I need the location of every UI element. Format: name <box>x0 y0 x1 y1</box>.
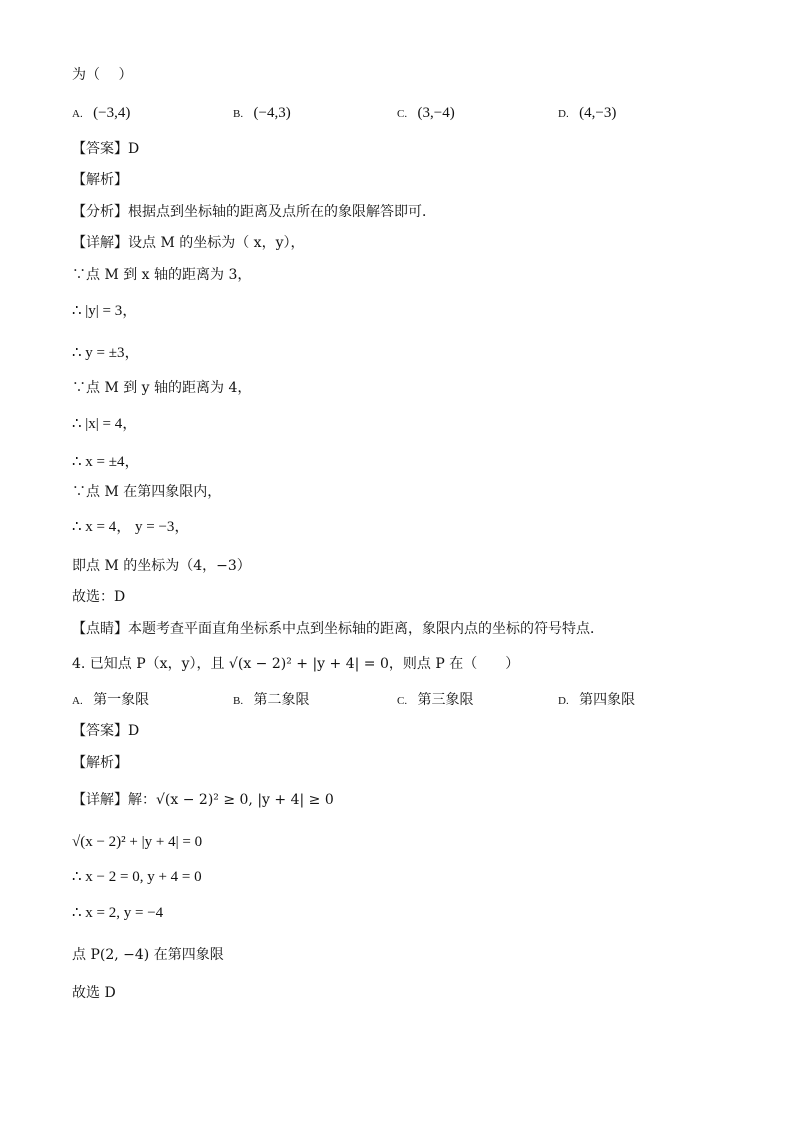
q3-solution-line-3: ∴ |y| = 3， <box>72 303 138 319</box>
q4-option-b[interactable] <box>233 690 310 711</box>
q3-solution-line-6: ∴ |x| = 4， <box>72 416 138 432</box>
option-text: 第一象限 <box>93 692 150 708</box>
option-label: A. <box>72 695 83 707</box>
q3-solution-line-4: ∴ y = ±3， <box>72 345 140 361</box>
q3-solution-line-7: ∴ x = ±4， <box>72 454 140 470</box>
q3-option-b[interactable] <box>233 103 291 124</box>
q4-option-c[interactable] <box>397 690 474 711</box>
q3-solution-line-9: ∴ x = 4， y = −3， <box>72 519 190 535</box>
option-label: A. <box>72 108 83 120</box>
option-text: 第三象限 <box>417 692 474 708</box>
option-label: C. <box>397 695 408 707</box>
option-text: 第二象限 <box>253 692 310 708</box>
q3-option-d[interactable] <box>558 103 616 124</box>
option-label: D. <box>558 695 569 707</box>
q4-answer: 【答案】D <box>72 723 140 739</box>
q3-answer: 【答案】D <box>72 141 140 157</box>
q4-solution-line-5: 点 P(2, −4) 在第四象限 <box>72 947 224 963</box>
q4-option-d[interactable] <box>558 690 635 711</box>
q4-solution-line-2: √(x − 2)² + |y + 4| = 0 <box>72 834 203 850</box>
q4-solution-line-4: ∴ x = 2, y = −4 <box>72 905 164 921</box>
q4-solution-line-3: ∴ x − 2 = 0, y + 4 = 0 <box>72 869 202 885</box>
q4-solution-line-1: 【详解】解：√(x − 2)² ≥ 0, |y + 4| ≥ 0 <box>72 792 334 808</box>
q3-option-a[interactable] <box>72 103 130 124</box>
option-text: (−3,4) <box>93 105 131 121</box>
option-label: C. <box>397 108 408 120</box>
q4-analysis-heading: 【解析】 <box>72 755 128 771</box>
q4-solution-line-6: 故选 D <box>72 985 116 1001</box>
q3-analysis-heading: 【解析】 <box>72 172 128 188</box>
q3-solution-line-1: 【详解】设点 M 的坐标为（ x，y）， <box>72 235 305 251</box>
q3-stem-tail: 为（ ） <box>72 67 133 83</box>
option-text: (−4,3) <box>253 105 291 121</box>
option-text: 第四象限 <box>579 692 636 708</box>
option-text: (3,−4) <box>417 105 455 121</box>
q3-option-c[interactable] <box>397 103 455 124</box>
q4-option-a[interactable] <box>72 690 149 711</box>
option-label: B. <box>233 695 244 707</box>
option-label: B. <box>233 108 244 120</box>
q3-solution-line-11: 故选：D <box>72 589 126 605</box>
q3-fenxi: 【分析】根据点到坐标轴的距离及点所在的象限解答即可． <box>72 204 436 220</box>
q3-solution-line-8: ∵点 M 在第四象限内， <box>72 484 222 500</box>
q3-dianjing: 【点睛】本题考查平面直角坐标系中点到坐标轴的距离，象限内点的坐标的符号特点． <box>72 621 604 637</box>
option-label: D. <box>558 108 569 120</box>
q4-stem: 4. 已知点 P（x，y），且 √(x − 2)² + |y + 4| = 0，则点 P 在（ ） <box>72 656 520 672</box>
q3-solution-line-5: ∵点 M 到 y 轴的距离为 4， <box>72 380 252 396</box>
q3-solution-line-10: 即点 M 的坐标为（4，−3） <box>72 558 251 574</box>
option-text: (4,−3) <box>579 105 617 121</box>
q3-solution-line-2: ∵点 M 到 x 轴的距离为 3， <box>72 267 252 283</box>
